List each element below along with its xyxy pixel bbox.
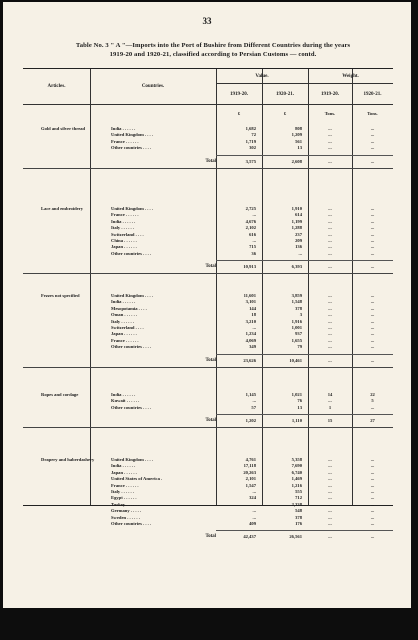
total-value-1919-20: 3,575 <box>245 158 256 164</box>
total-weight-1920-21: ... <box>370 357 375 363</box>
table-subtitle: 1919-20 and 1920-21, classified according to Persian Customs — contd. <box>109 51 317 58</box>
country-list: United Kingdom . . . . India . . . . . . Mesopotamia . . . . Oman . . . . . . Italy . . . . . . Switzerland . . . . Japan . . . . . . France . . . . . . Other countries . . . . <box>111 293 153 350</box>
article-name: Lace and embroidery <box>41 206 84 211</box>
section-rule <box>23 273 393 274</box>
article-name: Drapery and haberdashery <box>41 457 95 462</box>
header-rule <box>23 104 393 105</box>
header-year-value-2: 1920-21. <box>276 92 294 97</box>
country-list: United Kingdom . . . . France . . . . . . India . . . . . . Italy . . . . . . Switzerland . . . . China . . . . . . Japan . . . . . . Other countries . . . . <box>111 206 153 256</box>
country-list: United Kingdom . . . . India . . . . . . Japan . . . . . . United States of America . France . . . . . . Italy . . . . . . Egypt . . . . . . Turkey . . . . . . Germany . . . . . Sweden . . . . . . Other countries . . . . <box>111 457 163 527</box>
header-year-value-1: 1919-20. <box>230 92 248 97</box>
weight-1920-21: 22 5 ... <box>370 392 375 410</box>
weight-1919-20: ... ... ... ... ... ... ... ... ... ... ... <box>328 457 332 527</box>
page-number: 33 <box>202 16 212 26</box>
total-weight-1920-21: ... <box>370 158 375 164</box>
article-name: Fezzes not specified <box>41 293 80 298</box>
article-name: Gold and silver thread <box>41 126 86 131</box>
total-value-1919-20: 10,913 <box>243 264 256 270</box>
imports-table <box>23 68 393 540</box>
total-weight-1920-21: 27 <box>370 418 375 424</box>
unit-weight-2: Tons. <box>367 111 378 116</box>
header-rule <box>216 83 393 84</box>
total-value-1919-20: 42,437 <box>243 534 256 540</box>
total-value-1919-20: 1,202 <box>245 418 256 424</box>
table-title: Table No. 3 " A "—Imports into the Port of Bushire from Different Countries during the years <box>75 42 351 49</box>
weight-1919-20: ... ... ... ... ... ... ... ... <box>328 206 332 256</box>
section-rule <box>23 427 393 428</box>
weight-1920-21: ... ... ... ... ... ... ... ... ... <box>370 293 375 350</box>
total-weight-1919-20: ... <box>328 534 332 540</box>
article-name: Ropes and cordage <box>41 392 79 397</box>
header-year-weight-2: 1920-21. <box>363 92 382 97</box>
column-rule <box>90 69 91 505</box>
country-list: India . . . . . . United Kingdom . . . . France . . . . . . Other countries . . . . <box>111 126 153 151</box>
total-label: Total <box>205 357 216 363</box>
total-value-1920-21: 6,393 <box>291 264 302 270</box>
unit-value-1: £ <box>237 111 241 116</box>
header-countries: Countries. <box>141 84 165 89</box>
total-weight-1919-20: ... <box>328 264 332 270</box>
value-1920-21: 3,859 1,548 378 3 1,916 1,001 937 1,655 79 <box>291 293 302 350</box>
unit-value-2: £ <box>283 111 287 116</box>
total-value-1920-21: 10,461 <box>289 357 302 363</box>
subtotal-rule <box>216 260 393 261</box>
value-1919-20: 2,725 ... 4,676 2,102 616 ... 715 36 <box>245 206 256 256</box>
weight-1920-21: ... ... ... ... ... ... ... ... <box>370 206 375 256</box>
subtotal-rule <box>216 530 393 531</box>
total-weight-1919-20: ... <box>328 158 332 164</box>
header-articles: Articles. <box>47 84 66 89</box>
total-label: Total <box>205 534 216 540</box>
unit-weight-1: Tons. <box>324 111 336 116</box>
weight-1919-20: ... ... ... ... <box>328 126 332 151</box>
value-1920-21: 5,358 7,690 6,740 1,469 1,216 555 712 2,338 548 378 176 <box>291 457 302 527</box>
value-1919-20: 1,682 72 1,719 302 <box>245 126 256 151</box>
total-weight-1920-21: ... <box>370 534 375 540</box>
subtotal-rule <box>216 414 393 415</box>
value-1920-21: 1,910 614 1,199 1,288 237 209 136 ... <box>291 206 302 256</box>
total-label: Total <box>205 158 216 164</box>
header-year-weight-1: 1919-20. <box>321 92 339 97</box>
section-rule <box>23 168 393 169</box>
country-list: India . . . . . . Kuwait . . . . . . Other countries . . . . <box>111 392 152 410</box>
subtotal-rule <box>216 155 393 156</box>
value-1920-21: 1,021 76 13 <box>291 392 302 410</box>
weight-1919-20: ... ... ... ... ... ... ... ... ... <box>328 293 332 350</box>
subtotal-rule <box>216 354 393 355</box>
total-value-1920-21: 2,608 <box>291 158 302 164</box>
total-label: Total <box>205 264 216 270</box>
total-label: Total <box>205 418 216 424</box>
value-1919-20: 4,761 17,118 20,263 2,101 1,547 ... 324 ... ... ... 409 <box>243 457 256 527</box>
header-value: Value. <box>255 74 269 79</box>
value-1919-20: 11,601 3,101 144 18 3,210 ... 1,234 4,069 349 <box>243 293 256 350</box>
total-value-1919-20: 23,626 <box>243 357 256 363</box>
total-value-1920-21: 26,561 <box>289 534 302 540</box>
total-weight-1920-21: ... <box>370 264 375 270</box>
total-value-1920-21: 1,110 <box>291 418 302 424</box>
weight-1920-21: ... ... ... ... <box>370 126 375 151</box>
document-page <box>3 2 411 608</box>
value-1920-21: 808 1,209 561 13 <box>291 126 302 151</box>
value-1919-20: 1,145 ... 57 <box>245 392 256 410</box>
header-weight: Weight. <box>342 74 359 79</box>
weight-1919-20: 14 ... 1 <box>327 392 333 410</box>
section-rule <box>23 367 393 368</box>
total-weight-1919-20: 15 <box>327 418 333 424</box>
total-weight-1919-20: ... <box>328 357 332 363</box>
weight-1920-21: ... ... ... ... ... ... ... ... ... ... ... <box>370 457 375 527</box>
